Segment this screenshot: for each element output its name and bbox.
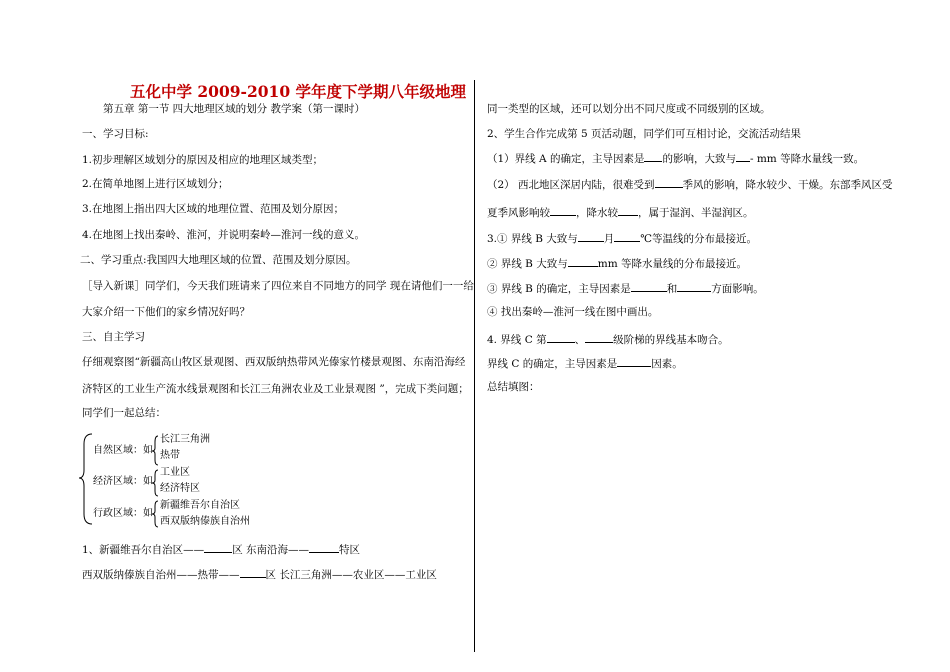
l11-blank-1[interactable]	[617, 355, 651, 367]
example-sez: 经济特区	[160, 483, 200, 494]
right-line-6	[487, 230, 757, 246]
q2-part-b: 区 长江三角洲——农业区——工业区	[265, 569, 437, 581]
l5-part-c: ，属于湿润、半湿润区。	[638, 207, 754, 219]
l8-blank-1[interactable]	[631, 280, 667, 292]
q2-blank-1[interactable]	[240, 566, 266, 578]
section-key-points: 二、学习重点:我国四大地理区域的位置、范围及划分原因。	[80, 254, 357, 266]
example-tropics: 热带	[160, 450, 180, 461]
l11-part-a: 界线 C 的确定，主导因素是	[487, 358, 618, 370]
q1-part-c: 特区	[339, 544, 361, 556]
right-line-5	[487, 204, 754, 220]
goal-2: 2.在简单地图上进行区域划分；	[82, 178, 229, 190]
l6-part-b: 月	[603, 233, 615, 245]
l8-part-a: ③ 界线 B 的确定，主导因素是	[487, 283, 631, 295]
question-1	[82, 541, 360, 557]
column-divider	[474, 80, 475, 652]
l10-part-b: 、	[574, 334, 586, 346]
observe-line-1: 仔细观察图“新疆高山牧区景观图、西双版纳热带风光傣家竹楼景观图、东南沿海经	[82, 356, 466, 368]
l8-blank-2[interactable]	[677, 280, 711, 292]
l3-blank-1[interactable]	[644, 150, 662, 162]
right-line-9: ④ 找出秦岭—淮河一线在图中画出。	[487, 306, 659, 318]
question-1b	[82, 566, 437, 582]
observe-line-2: 济特区的工业生产流水线景观图和长江三角洲农业及工业景观图 ”，完成下类问题；	[82, 383, 469, 395]
l5-blank-1[interactable]	[550, 204, 576, 216]
l7-part-b: mm 等降水量线的分布最接近。	[597, 258, 747, 270]
goal-1: 1.初步理解区域划分的原因及相应的地理区域类型；	[82, 154, 324, 166]
l7-part-a: ② 界线 B 大致与	[487, 258, 568, 270]
example-xinjiang: 新疆维吾尔自治区	[160, 500, 240, 511]
section-self-study: 三、自主学习	[82, 331, 145, 343]
q2-part-a: 西双版纳傣族自治州——热带——	[82, 569, 240, 581]
l6-part-a: 3.① 界线 B 大致与	[487, 233, 578, 245]
l4-part-b: 季风的影响，降水较少、干燥。东部季风区受	[682, 179, 893, 191]
right-line-4	[487, 176, 893, 192]
l10-blank-1[interactable]	[547, 331, 575, 343]
l3-part-a: （1）界线 A 的确定，主导因素是	[487, 153, 645, 165]
l8-part-c: 方面影响。	[711, 283, 764, 295]
l3-part-b: 的影响，大致与	[662, 153, 736, 165]
l10-part-a: 4. 界线 C 第	[487, 334, 547, 346]
l8-part-b: 和	[666, 283, 678, 295]
l4-part-a: （2） 西北地区深居内陆，很难受到	[487, 179, 655, 191]
category-natural: 自然区域：如	[93, 445, 153, 456]
l3-blank-2[interactable]	[736, 150, 750, 162]
summary-fill-map: 总结填图：	[487, 381, 540, 393]
q1-blank-1[interactable]	[204, 541, 232, 553]
category-administrative: 行政区域：如	[93, 508, 153, 519]
right-line-8	[487, 280, 764, 296]
l6-blank-2[interactable]	[614, 230, 640, 242]
l10-part-c: 级阶梯的界线基本吻合。	[613, 334, 729, 346]
page-title: 五化中学 2009-2010 学年度下学期八年级地理	[130, 82, 467, 101]
category-economic: 经济区域：如	[93, 476, 153, 487]
l6-part-c: ℃等温线的分布最接近。	[640, 233, 757, 245]
q1-part-b: 区 东南沿海——	[232, 544, 310, 556]
l3-part-c: - mm 等降水量线一致。	[749, 153, 865, 165]
l7-blank-1[interactable]	[568, 255, 598, 267]
example-industrial: 工业区	[160, 467, 190, 478]
l5-part-a: 夏季风影响较	[487, 207, 550, 219]
q1-blank-2[interactable]	[309, 541, 339, 553]
intro-line-1: ［导入新课］同学们，今天我们班请来了四位来自不同地方的同学 现在请他们一一给	[82, 280, 474, 292]
right-line-10	[487, 331, 729, 347]
summary-prompt: 同学们一起总结：	[82, 407, 166, 419]
l5-blank-2[interactable]	[618, 204, 638, 216]
example-yangtze-delta: 长江三角洲	[160, 434, 210, 445]
section-goals-heading: 一、学习目标:	[82, 128, 149, 140]
intro-line-2: 大家介绍一下他们的家乡情况好吗？	[82, 306, 250, 318]
right-line-2: 2、学生合作完成第 5 页活动题，同学们可互相讨论，交流活动结果	[487, 128, 802, 140]
example-xishuangbanna: 西双版纳傣族自治州	[160, 516, 250, 527]
right-line-3	[487, 150, 864, 166]
q1-part-a: 1、新疆维吾尔自治区——	[82, 544, 205, 556]
right-line-11	[487, 355, 683, 371]
right-line-7	[487, 255, 747, 271]
l5-part-b: ，降水较	[576, 207, 618, 219]
l6-blank-1[interactable]	[578, 230, 604, 242]
subtitle: 第五章 第一节 四大地理区域的划分 教学案（第一课时）	[103, 103, 366, 115]
l11-part-b: 因素。	[651, 358, 683, 370]
l10-blank-2[interactable]	[585, 331, 613, 343]
right-line-1: 同一类型的区域，还可以划分出不同尺度或不同级别的区域。	[487, 103, 771, 115]
goal-4: 4.在地图上找出秦岭、淮河，并说明秦岭—淮河一线的意义。	[82, 229, 366, 241]
goal-3: 3.在地图上指出四大区域的地理位置、范围及划分原因；	[82, 203, 345, 215]
l4-blank-1[interactable]	[655, 176, 683, 188]
